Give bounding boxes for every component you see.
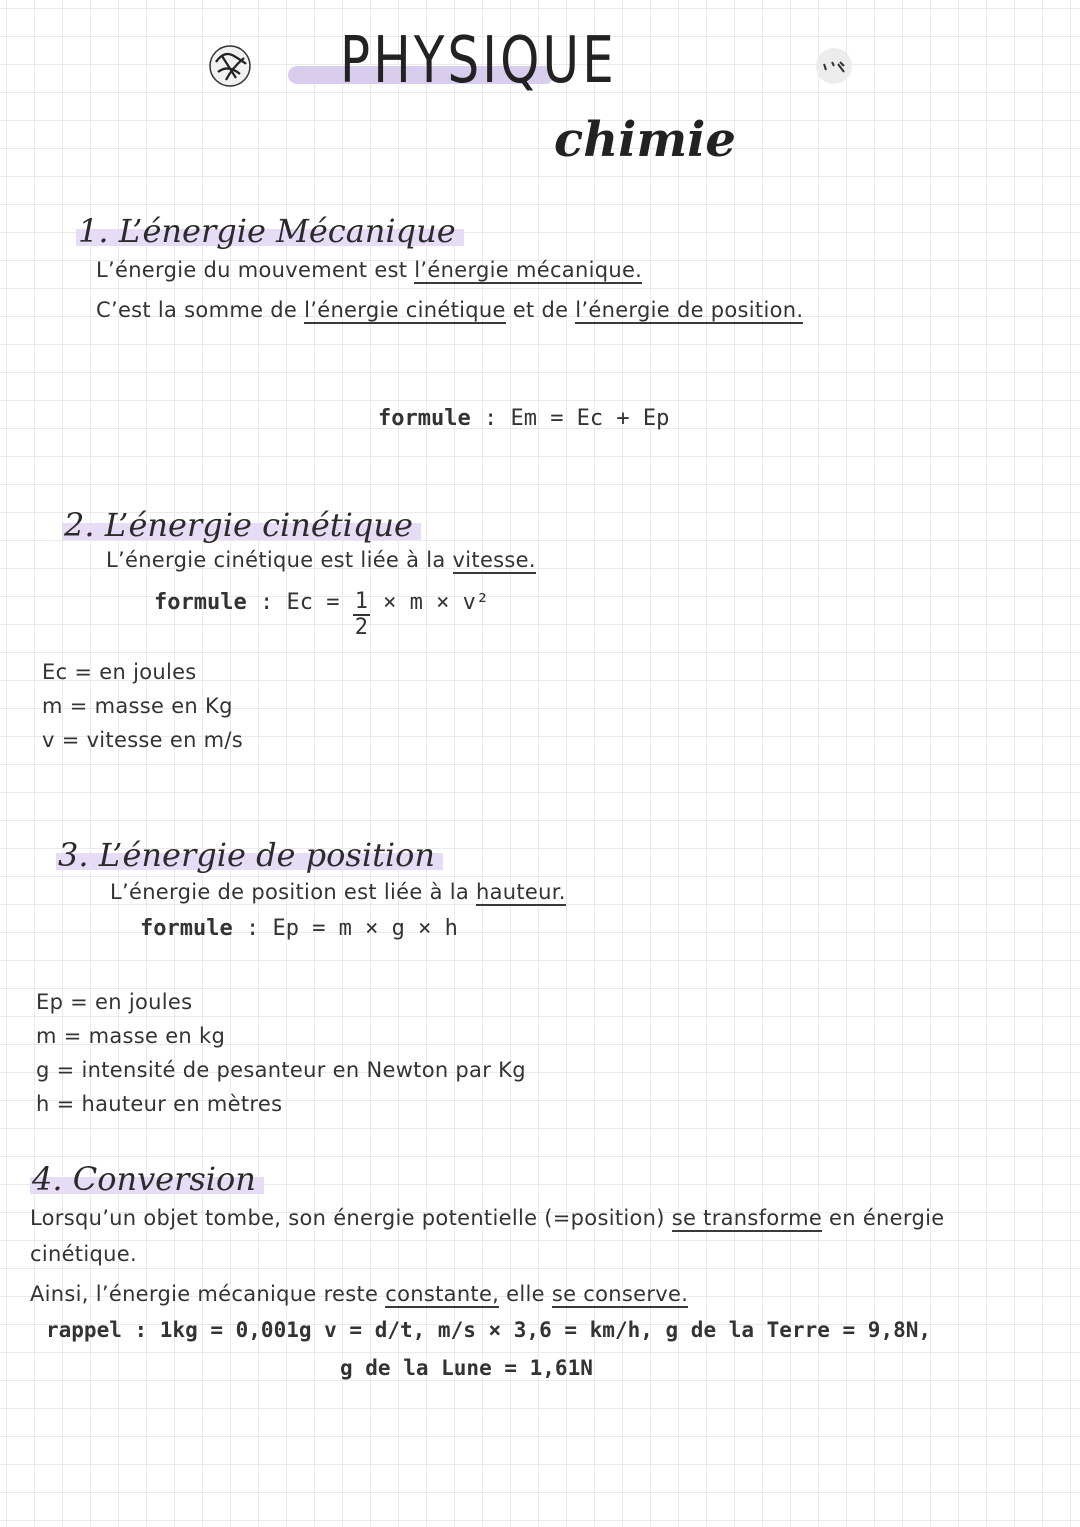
section-4-line-3-text-a: Ainsi, l’énergie mécanique reste — [30, 1282, 386, 1306]
section-2-term-vitesse: vitesse. — [452, 548, 536, 572]
legend-item: m = masse en kg — [36, 1024, 226, 1048]
legend-item: Ep = en joules — [36, 990, 193, 1014]
section-2-line-1-text: L’énergie cinétique est liée à la — [106, 548, 453, 572]
section-2-fraction — [353, 590, 370, 640]
section-3-term-hauteur: hauteur. — [476, 880, 566, 904]
section-2-formula-label: formule — [154, 590, 247, 615]
section-1-line-2-text-b: et de — [505, 298, 576, 322]
legend-item: m = masse en Kg — [42, 694, 233, 718]
section-1-formula-label: formule — [378, 406, 471, 431]
section-1-formula-expression: : Em = Ec + Ep — [483, 406, 670, 431]
small-head-doodle-icon — [810, 44, 858, 88]
legend-item: v = vitesse en m/s — [42, 728, 244, 752]
section-3-formula-expression: : Ep = m × g × h — [245, 916, 458, 941]
section-3-legend — [36, 990, 526, 1126]
section-4-rappel-line-1: rappel : 1kg = 0,001g v = d/t, m/s × 3,6 = km/h, g de la Terre = 9,8N, — [46, 1318, 932, 1342]
section-1-line-1 — [96, 258, 642, 282]
fraction-numerator: 1 — [354, 589, 368, 614]
section-4-term-constante: constante, — [385, 1282, 500, 1306]
header-right-doodle — [810, 44, 858, 88]
section-3-heading: 3. L’énergie de position — [56, 836, 443, 874]
section-3-line-1 — [110, 880, 566, 904]
section-3-formula — [140, 916, 458, 941]
section-1-term-cinetique: l’énergie cinétique — [304, 298, 506, 322]
section-1-term-mecanique: l’énergie mécanique. — [414, 258, 643, 282]
section-4-term-transforme: se transforme — [671, 1206, 823, 1230]
section-4-term-conserve: se conserve. — [551, 1282, 689, 1306]
section-4-heading: 4. Conversion — [30, 1160, 264, 1198]
legend-item: Ec = en joules — [42, 660, 197, 684]
page-subtitle: chimie — [554, 112, 736, 168]
section-1-line-1-text: L’énergie du mouvement est — [96, 258, 415, 282]
section-2-formula-post: × m × v² — [369, 590, 490, 615]
section-4-line-2: cinétique. — [30, 1242, 137, 1266]
section-3-line-1-text: L’énergie de position est liée à la — [110, 880, 477, 904]
legend-item: h = hauteur en mètres — [36, 1092, 283, 1116]
page-title: PHYSIQUE — [340, 24, 617, 98]
scribble-flower-icon — [206, 42, 254, 90]
section-4-line-3-text-b: elle — [499, 1282, 552, 1306]
section-1-line-2-text-a: C’est la somme de — [96, 298, 305, 322]
section-2-line-1 — [106, 548, 536, 572]
section-1-line-2 — [96, 298, 803, 322]
section-1-formula — [378, 406, 669, 431]
fraction-denominator: 2 — [354, 615, 368, 640]
section-1-term-position: l’énergie de position. — [575, 298, 804, 322]
section-2-legend — [42, 660, 243, 762]
section-1-heading: 1. L’énergie Mécanique — [76, 212, 464, 250]
legend-item: g = intensité de pesanteur en Newton par Kg — [36, 1058, 526, 1082]
section-4-line-1-text: Lorsqu’un objet tombe, son énergie potentielle (=position) — [30, 1206, 672, 1230]
section-4-line-3 — [30, 1282, 688, 1306]
section-2-formula — [154, 590, 489, 640]
section-2-heading: 2. L’énergie cinétique — [62, 506, 421, 544]
section-4-line-1-end: en énergie — [822, 1206, 945, 1230]
section-4-rappel-line-2: g de la Lune = 1,61N — [340, 1356, 593, 1380]
section-3-formula-label: formule — [140, 916, 233, 941]
section-2-formula-pre: : Ec = — [259, 590, 353, 615]
section-4-line-1 — [30, 1206, 944, 1230]
header-left-doodle — [206, 42, 254, 90]
